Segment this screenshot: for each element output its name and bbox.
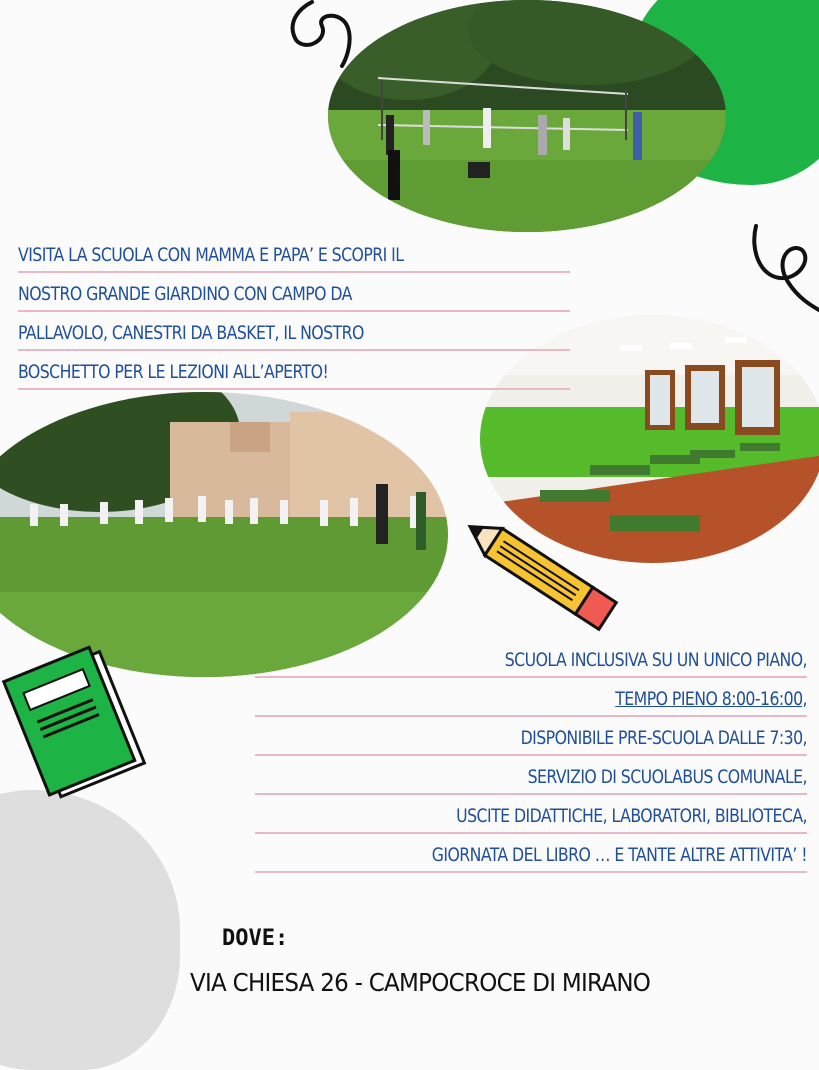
features-text	[207, 648, 807, 882]
intro-line: BOSCHETTO PER LE LEZIONI ALL’APERTO!	[18, 360, 570, 390]
intro-line: PALLAVOLO, CANESTRI DA BASKET, IL NOSTRO	[18, 321, 570, 351]
volleyball-field-photo	[328, 0, 726, 232]
feature-line: TEMPO PIENO 8:00-16:00,	[255, 687, 807, 717]
book-icon	[0, 636, 150, 808]
feature-line: SERVIZIO DI SCUOLABUS COMUNALE,	[255, 765, 807, 795]
address-text: VIA CHIESA 26 - CAMPOCROCE DI MIRANO	[190, 968, 651, 997]
garden-photo	[0, 392, 448, 677]
feature-line: USCITE DIDATTICHE, LABORATORI, BIBLIOTECA,	[255, 804, 807, 834]
intro-line: NOSTRO GRANDE GIARDINO CON CAMPO DA	[18, 282, 570, 312]
feature-line: SCUOLA INCLUSIVA SU UN UNICO PIANO,	[255, 648, 807, 678]
intro-line: VISITA LA SCUOLA CON MAMMA E PAPA’ E SCOPRI IL	[18, 243, 570, 273]
squiggle-icon	[282, 0, 362, 70]
gray-blob	[0, 790, 180, 1070]
pencil-icon	[462, 508, 624, 640]
feature-line: DISPONIBILE PRE-SCUOLA DALLE 7:30,	[255, 726, 807, 756]
squiggle-icon	[750, 220, 819, 315]
feature-line: GIORNATA DEL LIBRO … E TANTE ALTRE ATTIVITA’ !	[255, 843, 807, 873]
intro-text	[18, 243, 618, 399]
location-label: DOVE:	[222, 926, 289, 951]
